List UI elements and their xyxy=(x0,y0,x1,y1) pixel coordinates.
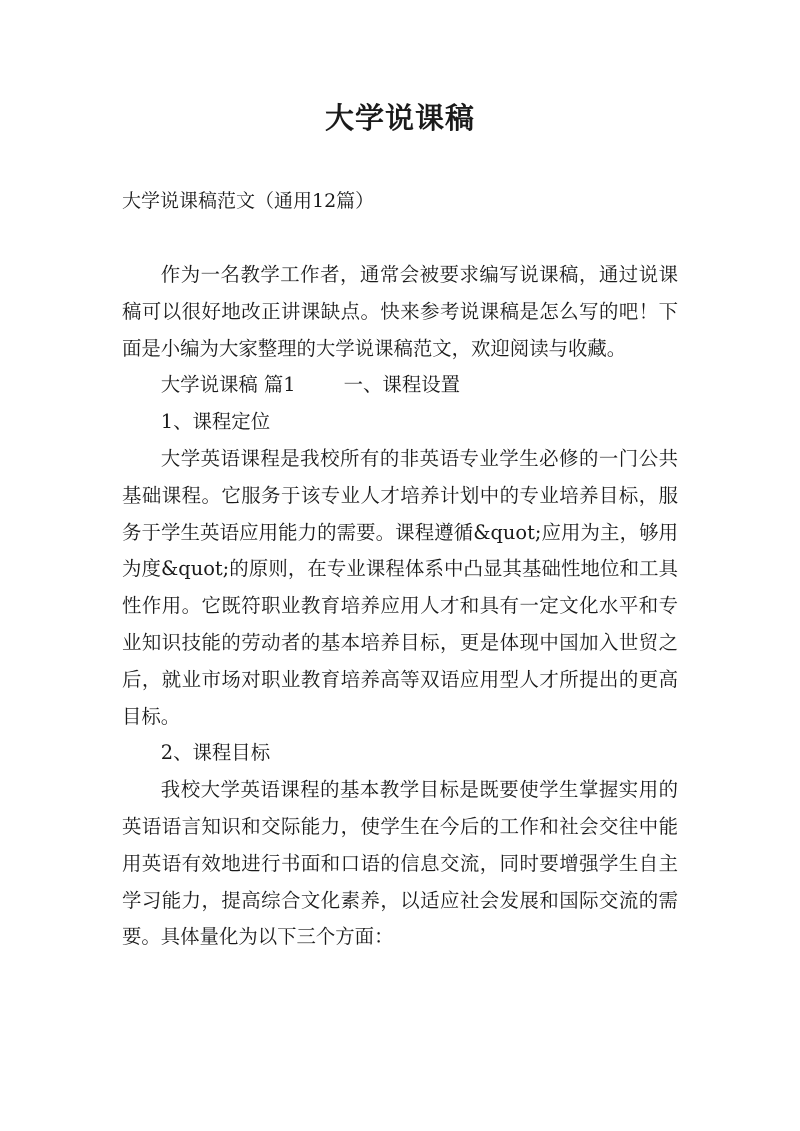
paragraph-goals: 我校大学英语课程的基本教学目标是既要使学生掌握实用的英语语言知识和交际能力，使学生在今后的工作和社会交往中能用英语有效地进行书面和口语的信息交流，同时要增强学生自主学习能力，提高综合文化素养，以适应社会发展和国际交流的需要。具体量化为以下三个方面： xyxy=(122,778,678,949)
subsection-heading-goals: 2、课程目标 xyxy=(160,741,271,765)
intro-paragraph: 作为一名教学工作者，通常会被要求编写说课稿，通过说课稿可以很好地改正讲课缺点。快来参考说课稿是怎么写的吧！下面是小编为大家整理的大学说课稿范文，欢迎阅读与收藏。 xyxy=(122,263,678,360)
subsection-heading-positioning: 1、课程定位 xyxy=(160,410,271,434)
paragraph-positioning: 大学英语课程是我校所有的非英语专业学生必修的一门公共基础课程。它服务于该专业人才培养计划中的专业培养目标，服务于学生英语应用能力的需要。课程遵循&quot;应用为主，够用为度&quot;的原则，在专业课程体系中凸显其基础性地位和工具性作用。它既符职业教育培养应用人才和具有一定文化水平和专业知识技能的劳动者的基本培养目标，更是体现中国加入世贸之后，就业市场对职业教育培养高等双语应用型人才所提出的更高目标。 xyxy=(122,446,678,728)
article-header-line xyxy=(122,367,678,404)
document-body xyxy=(122,257,678,956)
document-subtitle: 大学说课稿范文（通用12篇） xyxy=(122,190,375,212)
section-heading: 一、课程设置 xyxy=(343,373,460,397)
article-label: 大学说课稿 篇1 xyxy=(160,373,296,397)
document-title: 大学说课稿 xyxy=(324,101,475,135)
